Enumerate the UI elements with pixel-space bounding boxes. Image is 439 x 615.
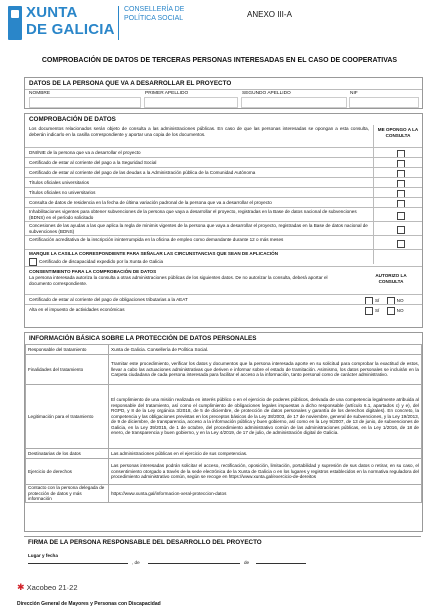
circumstances-title: MARQUE LA CASILLA CORRESPONDIENTE PARA SEÑALAR LAS CIRCUNSTANCIAS QUE SEAN DE APLICACIÓN (29, 251, 279, 256)
name-field[interactable] (29, 97, 141, 108)
xacobeo-logo (17, 582, 78, 593)
xacobeo-shell-icon: ✱ (17, 582, 25, 592)
protection-row (26, 459, 422, 485)
protection-label: Destinatarias de los datos (26, 449, 109, 459)
check-item-label: Títulos oficiales universitarios (29, 180, 89, 185)
consent-text: La persona interesada autoriza la consulta a otras administraciones públicas de los siguientes datos. De no autorizar la consulta, deberá aportar el documento correspondiente. (29, 275, 328, 286)
no-label: NO (396, 298, 404, 304)
protection-label: Ejercicio de derechos (26, 459, 109, 485)
oppose-header: ME OPONGO A LA CONSULTA (377, 127, 419, 138)
check-item-label: Consulta de datos de residencia en la fecha de última variación padronal de la persona que va a desarrollar el proyecto (29, 200, 272, 205)
yes-radio[interactable] (365, 307, 373, 315)
signature-section (24, 536, 421, 573)
protection-row (26, 385, 422, 449)
data-check-section (24, 113, 423, 328)
protection-row (26, 345, 422, 355)
signature-title: FIRMA DE LA PERSONA RESPONSABLE DEL DESARROLLO DEL PROYECTO (28, 539, 262, 546)
brand-divider (118, 6, 119, 40)
protection-row (26, 449, 422, 459)
consent-row (25, 304, 422, 315)
document-title: COMPROBACIÓN DE DATOS DE TERCERAS PERSONAS INTERESADAS EN EL CASO DE COOPERATIVAS (41, 57, 398, 64)
consent-options (365, 307, 404, 315)
data-check-title: COMPROBACIÓN DE DATOS (29, 116, 116, 123)
protection-value: Las personas interesadas podrán solicitar el acceso, rectificación, oposición, limitación, portabilidad y supresión de sus datos o retirar, en su caso, el consentimiento otorgado a través de la sede electrónica de la Xunta de Galicia o en los lugares y registros establecidos en la normativa reguladora del procedimiento administrativo común, según se recoge en https://www.xunta.gal/exercicio-de-dereitos (109, 459, 422, 485)
second-surname-field[interactable] (241, 97, 347, 108)
authorize-header: AUTORIZO LA CONSULTA (375, 273, 407, 284)
protection-value: Xunta de Galicia. Consellería de Política Social. (109, 345, 422, 355)
protection-label: Legitimación para el tratamiento (26, 385, 109, 449)
check-item-label: Certificación acreditativa de la inscripción ininterrumpida en la oficina de empleo como demandante durante 12 o más meses (29, 237, 284, 242)
check-row (25, 207, 422, 222)
consent-item-label: Alta en el impuesto de actividades económicas (29, 307, 125, 312)
first-surname-label: PRIMER APELLIDO (145, 91, 189, 96)
oppose-checkbox[interactable] (397, 212, 405, 220)
brand-line1: XUNTA (26, 4, 78, 21)
protection-value[interactable]: https://www.xunta.gal/informacion-xeral-proteccion-datos (109, 485, 422, 503)
consent-item-label: Certificado de estar al corriente del pago de obligaciones tributarias a la AEAT (29, 297, 188, 302)
footer-direction: Dirección General de Mayores y Personas con Discapacidad (17, 601, 161, 607)
yes-label: SÍ (375, 308, 380, 314)
page-header (0, 0, 439, 58)
second-surname-label: SEGUNDO APELLIDO (242, 91, 291, 96)
data-protection-title: INFORMACIÓN BÁSICA SOBRE LA PROTECCIÓN DE DATOS PERSONALES (29, 335, 257, 342)
annex-label: ANEXO III-A (247, 10, 292, 19)
circumstances-item (29, 258, 163, 266)
xacobeo-text: Xacobeo 21·22 (26, 583, 78, 592)
check-item-label: Certificado de estar al corriente del pago de las deudas a la Administración pública de la Comunidad Autónoma (29, 170, 256, 175)
consent-block (25, 266, 422, 295)
no-radio[interactable] (387, 307, 395, 315)
protection-label: Finalidades del tratamiento (26, 355, 109, 385)
month-field[interactable] (148, 563, 240, 564)
oppose-checkbox[interactable] (397, 226, 405, 234)
check-item-label: Concesiones de las ayudas a las que aplica la regla de minimis vigentes de la persona que vaya a desarrollar el proyecto, registradas en la Base de datos nacional de subvenciones (BDNS) (29, 223, 368, 234)
consent-title: CONSENTIMIENTO PARA LA COMPROBACIÓN DE DATOS (29, 269, 157, 274)
nif-field[interactable] (349, 97, 419, 108)
person-section-title: DATOS DE LA PERSONA QUE VA A DESARROLLAR EL PROYECTO (29, 80, 232, 87)
person-section (24, 77, 423, 109)
check-item-label: DNI/NIE de la persona que va a desarrollar el proyecto (29, 150, 141, 155)
data-protection-section (24, 332, 423, 532)
protection-value: El cumplimiento de una misión realizada en interés público o en el ejercicio de poderes públicos, derivada de una competencia legalmente atribuida al responsable del tratamiento, así como el cumplimiento de obligaciones legales impuestas a dicho responsable (artículo 6.1, apartados c) y e), del RGPD, y 8 de la Ley orgánica 3/2018, de 5 de diciembre, de protección de datos personales y garantía de los derechos digitales). En concreto, la competencia y las obligaciones previstas en los preceptos básicos de la Ley 38/2003, de 17 de noviembre, general de subvenciones, y la Ley 19/2013, de 9 de diciembre, de transparencia, acceso a la información pública y buen gobierno, así como en la Ley 9/2007, de 13 de junio, de subvenciones de Galicia, en la Ley 39/2015, de 1 de octubre, del procedimiento administrativo común de las administraciones públicas, en la Ley 1/2016, de 18 de enero, de transparencia y buen gobierno, y en la Ley 4/2019, de 17 de julio, de administración digital de Galicia. (109, 385, 422, 449)
protection-value: Las administraciones públicas en el ejercicio de sus competencias. (109, 449, 422, 459)
year-field[interactable] (256, 563, 306, 564)
oppose-checkbox[interactable] (397, 240, 405, 248)
yes-label: SÍ (375, 298, 380, 304)
disability-checkbox[interactable] (29, 258, 37, 266)
brand-line2: DE GALICIA (26, 21, 115, 38)
check-item-label: Certificado de estar al corriente del pago a la Seguridad Social (29, 160, 157, 165)
check-row (25, 221, 422, 236)
conselleria-name: CONSELLERÍA DE POLÍTICA SOCIAL (124, 6, 185, 22)
nif-label: NIF (350, 91, 358, 96)
name-label: NOMBRE (29, 91, 51, 96)
check-item-label: Inhabilitaciones vigentes para obtener subvenciones de la persona que vaya a desarrollar el proyecto, registradas en la Base de datos nacional de subvenciones (BDNS) en el período solicitado (29, 209, 357, 220)
first-surname-field[interactable] (144, 97, 238, 108)
no-label: NO (396, 308, 404, 314)
data-check-intro: Los documentos relacionados serán objeto de consulta a las administraciones públicas. En caso de que las personas interesadas se opongan a esta consulta, deberán indicarlo en la casilla correspondiente y aportar una copia de los documentos. (29, 126, 369, 137)
place-field[interactable] (28, 563, 128, 564)
protection-row (26, 355, 422, 385)
date-separator-1: , de (132, 560, 140, 565)
protection-value: Tramitar este procedimiento, verificar los datos y documentos que la persona interesada aporte en su solicitud para comprobar la exactitud de estos, llevar a cabo las actuaciones administrativas que deriven e informar sobre el estado de tramitación. Asimismo, los datos personales se incluirán en la Carpeta ciudadana de cada persona interesada para facilitar el acceso a la información, tanto personal como de carácter administrativo. (109, 355, 422, 385)
protection-label: Contacto con la persona delegada de protección de datos y más información (26, 485, 109, 503)
check-row (25, 235, 422, 250)
protection-label: Responsable del tratamiento (26, 345, 109, 355)
circumstances-item-label: Certificado de discapacidad expedido por la Xunta de Galicia (39, 259, 164, 265)
protection-row (26, 485, 422, 503)
place-date-label: Lugar y fecha (28, 553, 58, 558)
check-item-label: Títulos oficiales no universitarios (29, 190, 96, 195)
date-separator-2: de (244, 560, 250, 565)
xunta-logo-icon (8, 6, 22, 40)
circumstances-block (25, 249, 422, 266)
